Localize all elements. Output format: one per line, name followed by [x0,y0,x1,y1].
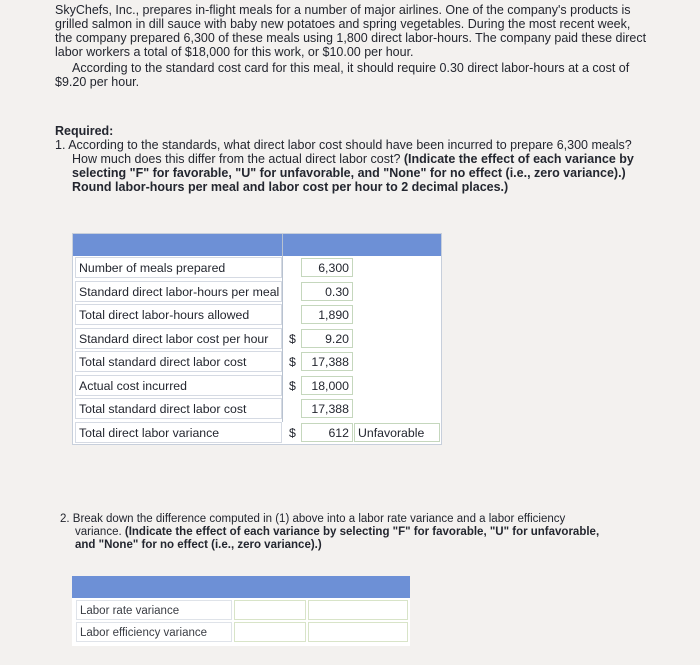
direct-labor-cost-table [72,233,442,445]
meals-prepared-input[interactable]: 6,300 [301,258,353,277]
intro-line-3: the company prepared 6,300 of these meals using 1,800 direct labor-hours. The company paid these direct [55,31,647,45]
labor-rate-effect-select[interactable] [308,600,408,620]
question-1-line-3: selecting "F" for favorable, "U" for unfavorable, and "None" for no effect (i.e., zero variance).) [72,166,626,180]
row-label: Actual cost incurred [75,375,282,396]
dollar-sign: $ [289,425,296,440]
intro-line-6: $9.20 per hour. [55,75,140,89]
intro-line-1: SkyChefs, Inc., prepares in-flight meals for a number of major airlines. One of the company's products is [55,3,631,17]
labor-variance-input[interactable]: 612 [301,423,353,442]
actual-cost-input[interactable]: 18,000 [301,376,353,395]
question-1-line-2: How much does this differ from the actual direct labor cost? (Indicate the effect of each variance by [72,152,634,166]
standard-cost-repeat-input[interactable]: 17,388 [301,399,353,418]
hours-per-meal-input[interactable]: 0.30 [301,282,353,301]
intro-line-2: grilled salmon in dill sauce with baby new potatoes and spring vegetables. During the most recent week, [55,17,631,31]
labor-efficiency-effect-select[interactable] [308,622,408,642]
question-1-line-4: Round labor-hours per meal and labor cost per hour to 2 decimal places.) [72,180,509,194]
required-heading: Required: [55,124,114,138]
table-row [72,621,410,643]
table-header-bar [72,576,410,598]
question-2-line-2: variance. (Indicate the effect of each variance by selecting "F" for favorable, "U" for unfavorable, [75,526,600,538]
labor-efficiency-variance-input[interactable] [234,622,306,642]
table-row [73,327,441,351]
table-row [73,374,441,398]
row-label: Total standard direct labor cost [75,398,282,419]
row-label: Total direct labor variance [75,422,282,443]
labor-rate-variance-input[interactable] [234,600,306,620]
table-row [73,421,441,445]
row-label: Total direct labor-hours allowed [75,304,282,325]
table-row [73,256,441,280]
intro-line-5: According to the standard cost card for this meal, it should require 0.30 direct labor-hours at a cost of [72,61,630,75]
dollar-sign: $ [289,355,296,369]
intro-line-4: labor workers a total of $18,000 for this work, or $10.00 per hour. [55,45,414,59]
row-label: Standard direct labor-hours per meal [75,281,282,302]
question-1-line-1: 1. According to the standards, what direct labor cost should have been incurred to prepare 6,300 meals? [55,138,632,152]
table-header-bar [73,234,441,256]
question-2-line-3: and "None" for no effect (i.e., zero variance).) [75,539,322,551]
table-row [73,397,441,421]
dollar-sign: $ [289,378,296,393]
row-label: Number of meals prepared [75,257,282,278]
variance-breakdown-table [72,576,410,646]
question-2-line-1: 2. Break down the difference computed in (1) above into a labor rate variance and a labor efficiency [60,513,566,525]
table-row [73,350,441,374]
row-label: Labor efficiency variance [76,622,232,642]
variance-effect-select[interactable]: Unfavorable [354,423,440,442]
table-row [73,280,441,304]
hours-allowed-input[interactable]: 1,890 [301,305,353,324]
row-label: Total standard direct labor cost [75,351,282,372]
standard-cost-input[interactable]: 17,388 [301,352,353,371]
cost-per-hour-input[interactable]: 9.20 [301,329,353,348]
row-label: Labor rate variance [76,600,232,620]
table-row [73,303,441,327]
dollar-sign: $ [289,331,296,346]
table-row [72,599,410,621]
row-label: Standard direct labor cost per hour [75,328,282,349]
